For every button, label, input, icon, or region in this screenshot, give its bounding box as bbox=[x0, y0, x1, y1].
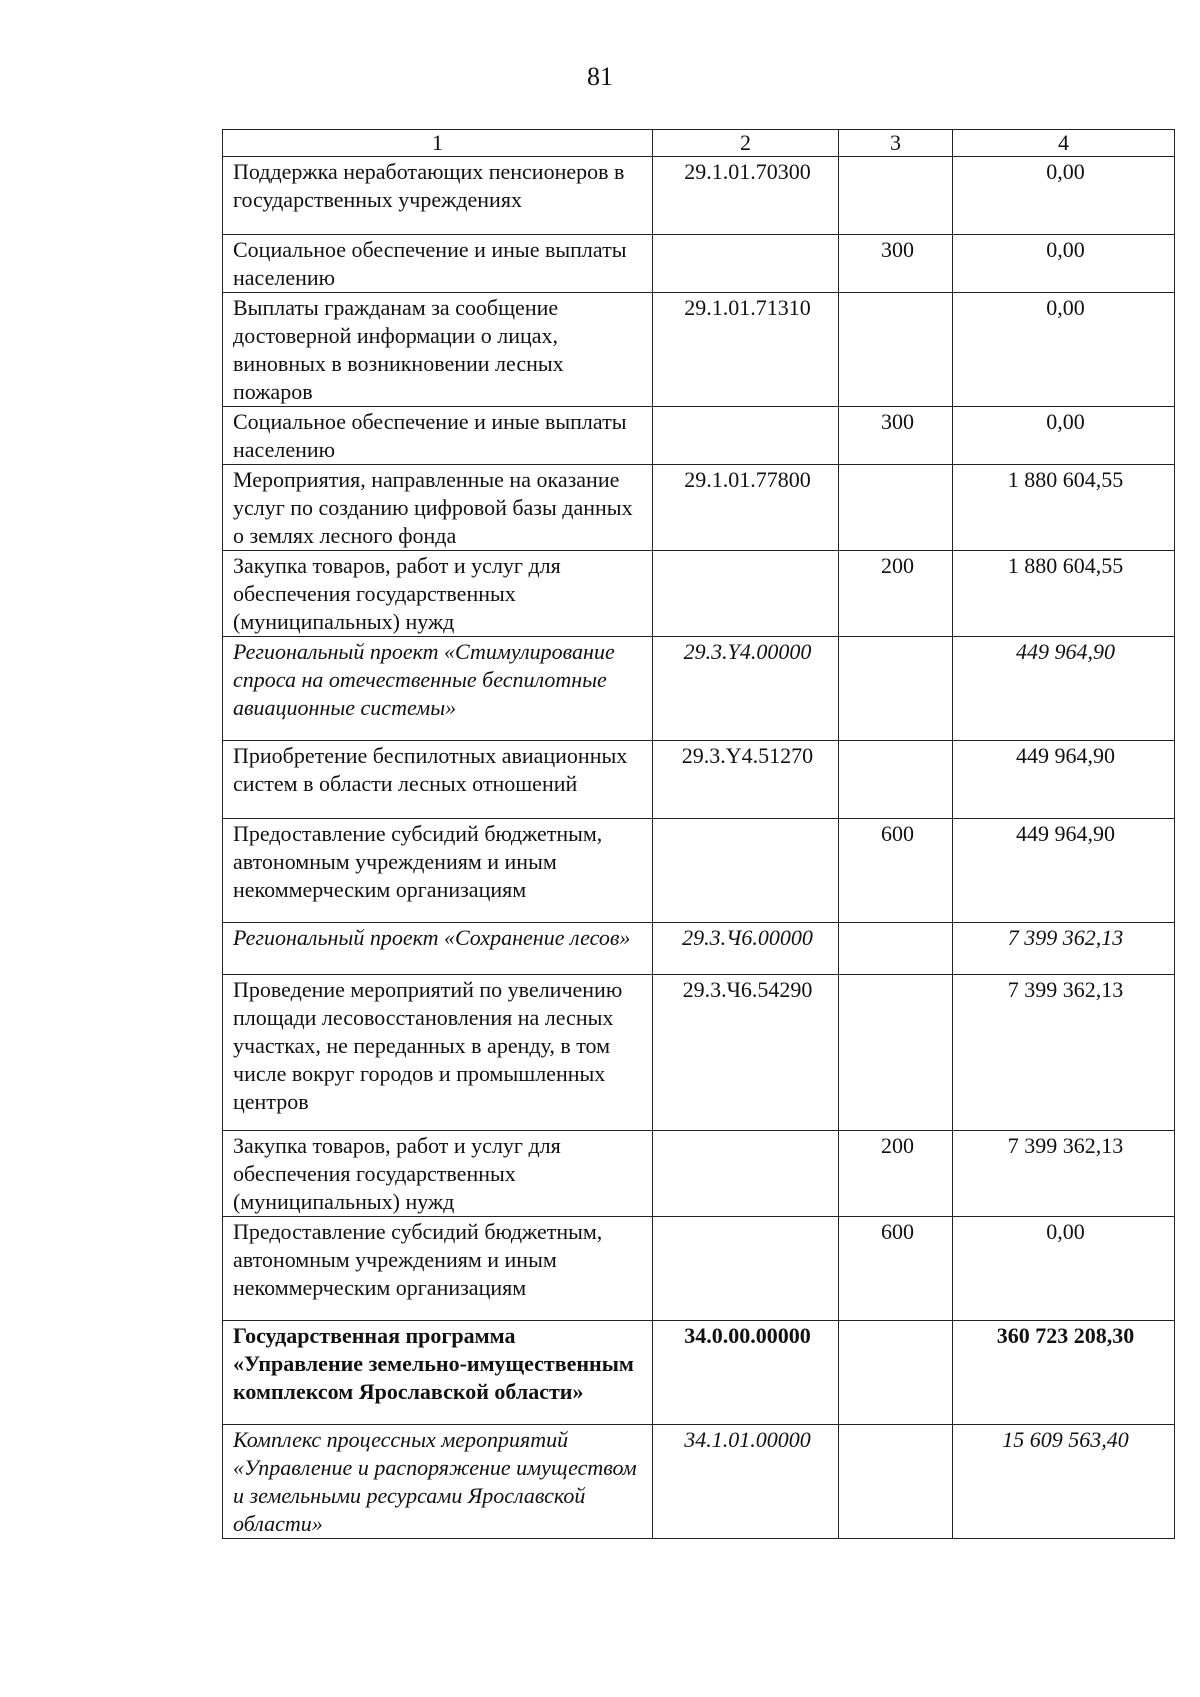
row-name-cell: Мероприятия, направленные на оказание услуг по созданию цифровой базы данных о землях лесного фонда bbox=[223, 465, 653, 551]
row-code-cell: 29.3.Ч6.00000 bbox=[653, 923, 839, 975]
row-sum-cell: 0,00 bbox=[953, 407, 1175, 465]
row-name-cell: Проведение мероприятий по увеличению площади лесовосстановления на лесных участках, не переданных в аренду, в том числе вокруг городов и промышленных центров bbox=[223, 975, 653, 1131]
row-code-cell bbox=[653, 407, 839, 465]
row-sum-cell: 0,00 bbox=[953, 1217, 1175, 1321]
row-expense-kind-cell bbox=[839, 293, 953, 407]
table-row bbox=[223, 741, 1175, 819]
row-code-cell: 29.3.Ч6.54290 bbox=[653, 975, 839, 1131]
table-row bbox=[223, 1217, 1175, 1321]
table-row bbox=[223, 407, 1175, 465]
row-code-cell: 29.1.01.77800 bbox=[653, 465, 839, 551]
table-row bbox=[223, 157, 1175, 235]
column-header-2: 2 bbox=[653, 130, 839, 157]
table-row bbox=[223, 293, 1175, 407]
row-expense-kind-cell: 300 bbox=[839, 407, 953, 465]
row-name-cell: Региональный проект «Сохранение лесов» bbox=[223, 923, 653, 975]
row-name-cell: Закупка товаров, работ и услуг для обеспечения государственных (муниципальных) нужд bbox=[223, 1131, 653, 1217]
row-code-cell: 29.1.01.71310 bbox=[653, 293, 839, 407]
row-code-cell bbox=[653, 551, 839, 637]
row-code-cell: 34.0.00.00000 bbox=[653, 1321, 839, 1425]
table-row bbox=[223, 975, 1175, 1131]
budget-table bbox=[222, 129, 1175, 1539]
row-code-cell bbox=[653, 1217, 839, 1321]
row-expense-kind-cell bbox=[839, 465, 953, 551]
row-sum-cell: 0,00 bbox=[953, 157, 1175, 235]
row-code-cell bbox=[653, 1131, 839, 1217]
row-name-cell: Государственная программа «Управление земельно-имущественным комплексом Ярославской области» bbox=[223, 1321, 653, 1425]
row-sum-cell: 15 609 563,40 bbox=[953, 1425, 1175, 1539]
table-row bbox=[223, 637, 1175, 741]
row-expense-kind-cell: 600 bbox=[839, 819, 953, 923]
row-name-cell: Региональный проект «Стимулирование спроса на отечественные беспилотные авиационные системы» bbox=[223, 637, 653, 741]
row-expense-kind-cell: 600 bbox=[839, 1217, 953, 1321]
row-code-cell: 29.3.Y4.00000 bbox=[653, 637, 839, 741]
row-sum-cell: 449 964,90 bbox=[953, 637, 1175, 741]
row-sum-cell: 7 399 362,13 bbox=[953, 975, 1175, 1131]
row-sum-cell: 449 964,90 bbox=[953, 741, 1175, 819]
row-name-cell: Социальное обеспечение и иные выплаты населению bbox=[223, 407, 653, 465]
table-body bbox=[223, 157, 1175, 1539]
row-sum-cell: 360 723 208,30 bbox=[953, 1321, 1175, 1425]
row-name-cell: Приобретение беспилотных авиационных систем в области лесных отношений bbox=[223, 741, 653, 819]
row-name-cell: Поддержка неработающих пенсионеров в государственных учреждениях bbox=[223, 157, 653, 235]
row-sum-cell: 0,00 bbox=[953, 235, 1175, 293]
row-name-cell: Предоставление субсидий бюджетным, автономным учреждениям и иным некоммерческим организациям bbox=[223, 819, 653, 923]
row-code-cell: 29.3.Y4.51270 bbox=[653, 741, 839, 819]
table-row bbox=[223, 1425, 1175, 1539]
row-expense-kind-cell bbox=[839, 923, 953, 975]
table-row bbox=[223, 1321, 1175, 1425]
row-code-cell: 29.1.01.70300 bbox=[653, 157, 839, 235]
table-row bbox=[223, 1131, 1175, 1217]
row-sum-cell: 449 964,90 bbox=[953, 819, 1175, 923]
row-expense-kind-cell: 200 bbox=[839, 1131, 953, 1217]
row-code-cell bbox=[653, 819, 839, 923]
table-header-row bbox=[223, 130, 1175, 157]
column-header-4: 4 bbox=[953, 130, 1175, 157]
table-row bbox=[223, 551, 1175, 637]
row-sum-cell: 7 399 362,13 bbox=[953, 1131, 1175, 1217]
column-header-3: 3 bbox=[839, 130, 953, 157]
row-expense-kind-cell bbox=[839, 1321, 953, 1425]
column-header-1: 1 bbox=[223, 130, 653, 157]
row-sum-cell: 0,00 bbox=[953, 293, 1175, 407]
row-sum-cell: 1 880 604,55 bbox=[953, 465, 1175, 551]
table-row bbox=[223, 465, 1175, 551]
row-expense-kind-cell: 200 bbox=[839, 551, 953, 637]
page-number: 81 bbox=[587, 62, 613, 91]
row-code-cell bbox=[653, 235, 839, 293]
row-expense-kind-cell bbox=[839, 741, 953, 819]
row-expense-kind-cell bbox=[839, 157, 953, 235]
row-expense-kind-cell bbox=[839, 637, 953, 741]
row-name-cell: Комплекс процессных мероприятий «Управление и распоряжение имуществом и земельными ресурсами Ярославской области» bbox=[223, 1425, 653, 1539]
row-name-cell: Выплаты гражданам за сообщение достоверной информации о лицах, виновных в возникновении лесных пожаров bbox=[223, 293, 653, 407]
row-expense-kind-cell: 300 bbox=[839, 235, 953, 293]
row-code-cell: 34.1.01.00000 bbox=[653, 1425, 839, 1539]
row-sum-cell: 7 399 362,13 bbox=[953, 923, 1175, 975]
row-name-cell: Социальное обеспечение и иные выплаты населению bbox=[223, 235, 653, 293]
table-row bbox=[223, 923, 1175, 975]
row-sum-cell: 1 880 604,55 bbox=[953, 551, 1175, 637]
row-name-cell: Закупка товаров, работ и услуг для обеспечения государственных (муниципальных) нужд bbox=[223, 551, 653, 637]
table-row bbox=[223, 819, 1175, 923]
row-expense-kind-cell bbox=[839, 1425, 953, 1539]
row-expense-kind-cell bbox=[839, 975, 953, 1131]
row-name-cell: Предоставление субсидий бюджетным, автономным учреждениям и иным некоммерческим организациям bbox=[223, 1217, 653, 1321]
table-row bbox=[223, 235, 1175, 293]
